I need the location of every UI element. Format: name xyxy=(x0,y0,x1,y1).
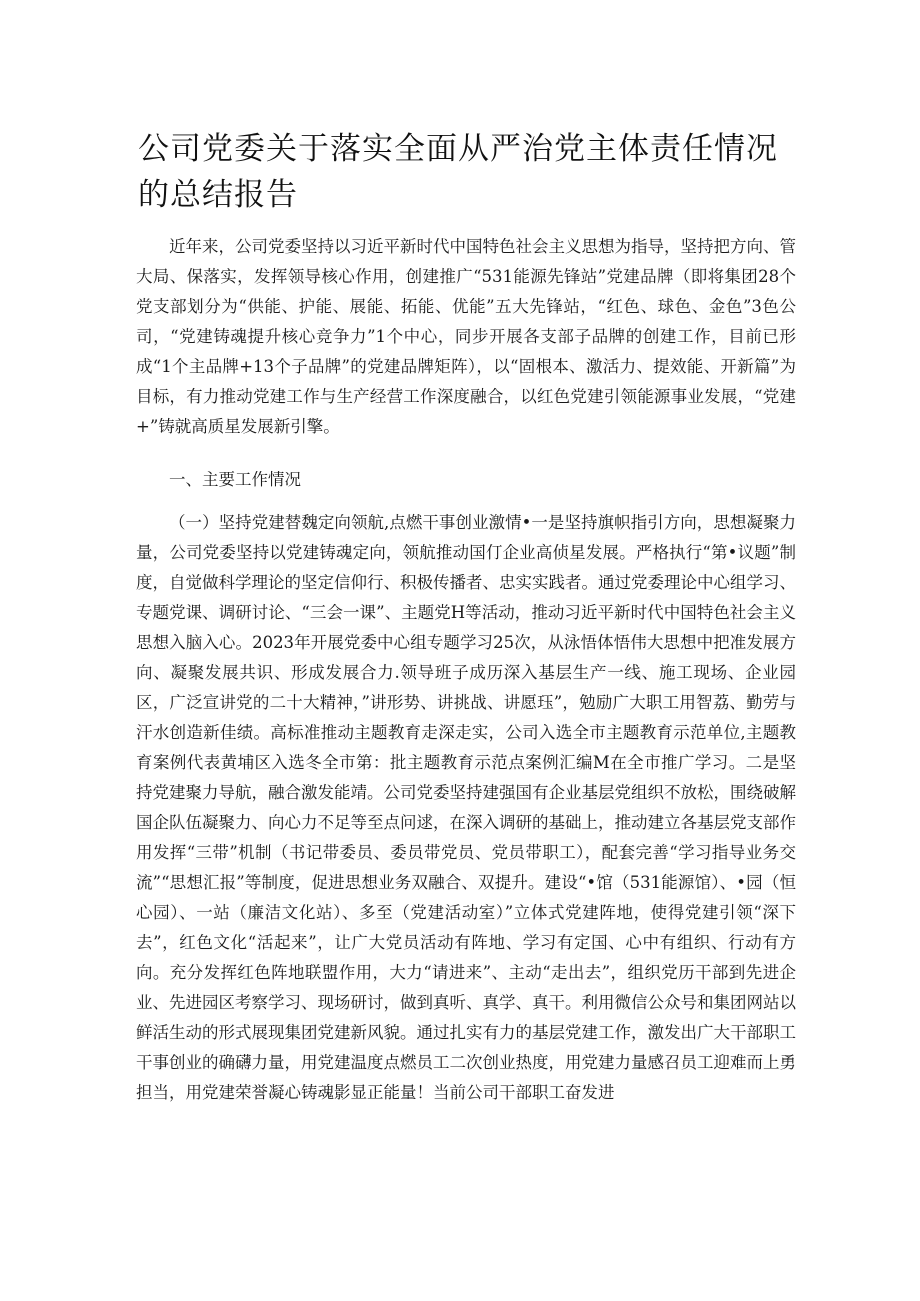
document-title: 公司党委关于落实全面从严治党主体责任情况的总结报告 xyxy=(138,131,778,213)
section-paragraph: （一）坚持党建替魏定向领航,点燃干事创业激情•一是坚持旗帜指引方向，思想凝聚力量，公司党委坚持以党建铸魂定向，领航推动国仃企业高侦星发展。严格执行“第•议题”制度，自觉做科学理论的坚定信仰行、积极传播者、忠实实践者。通过党委理论中心组学习、专题党课、调研讨论、“三会一课”、主题党H等活动，推动习近平新时代中国特色社会主义思想入脑入心。2023年开展党委中心组专题学习25次，从泳悟体悟伟大思想中把准发展方向、凝聚发展共识、形成发展合力.领导班子成历深入基层生产一线、施工现场、企业园区，广泛宣讲党的二十大精神，”讲形势、讲挑战、讲愿珏”，勉励广大职工用智荔、勤劳与汗水创造新佳绩。高标准推动主题教育走深走实，公司入选全市主题教育示范单位,主题教育案例代表黄埔区入选冬全市第：批主题教育示范点案例汇编M在全市推广学习。二是坚持党建聚力导航，融合激发能靖。公司党委坚持建强国有企业基层党组织不放松，围绕破解国企队伍凝聚力、向心力不足等至点问逑，在深入调研的基础上，推动建立各基层党支部作用发挥“三带”机制（书记带委员、委员带党员、党员带职工），配套完善“学习指导业务交流”“思想汇报”等制度，促进思想业务双融合、双提升。建设“•馆（531能源馆）、•园（恒心园）、一站（廉洁文化站）、多至（党建活动室）”立体式党建阵地，使得党建引领“深下去”，红色文化“活起来”，让广大党员活动有阵地、学习有定国、心中有组织、行动有方向。充分发挥红色阵地联盟作用，大力“请进来”、主动“走出去”，组织党历干部到先进企业、先进园区考察学习、现场研讨，做到真听、真学、真干。利用微信公众号和集团网站以鲜活生动的形式展现集团党建新风貌。通过扎实有力的基层党建工作，激发出广大干部职工干事创业的确礴力量，用党建温度点燃员工二次创业热度，用党建力量感召员工迎难而上勇担当，用党建荣誉凝心铸魂影显正能量！当前公司干部职工奋发进 xyxy=(136,513,796,1102)
section-heading: 一、主要工作情况 xyxy=(169,470,301,489)
intro-paragraph: 近年来，公司党委坚持以习近平新时代中国特色社会主义思想为指导，坚持把方向、管大局、保落实，发挥领导核心作用，创建推广“531能源先锋站”党建品牌（即将集团28个党支部划分为“供能、护能、展能、拓能、优能”五大先锋站，“红色、球色、金色”3色公司，“党建铸魂提升核心竞争力”1个中心，同步开展各支部子品牌的创建工作，目前已形成“1个主品牌+13个子品牌”的党建品牌矩阵），以“固根本、激活力、提效能、开新篇”为目标，有力推动党建工作与生产经营工作深度融合，以红色党建引领能源事业发展，“党建+”铸就高质星发展新引擎。 xyxy=(136,237,796,436)
